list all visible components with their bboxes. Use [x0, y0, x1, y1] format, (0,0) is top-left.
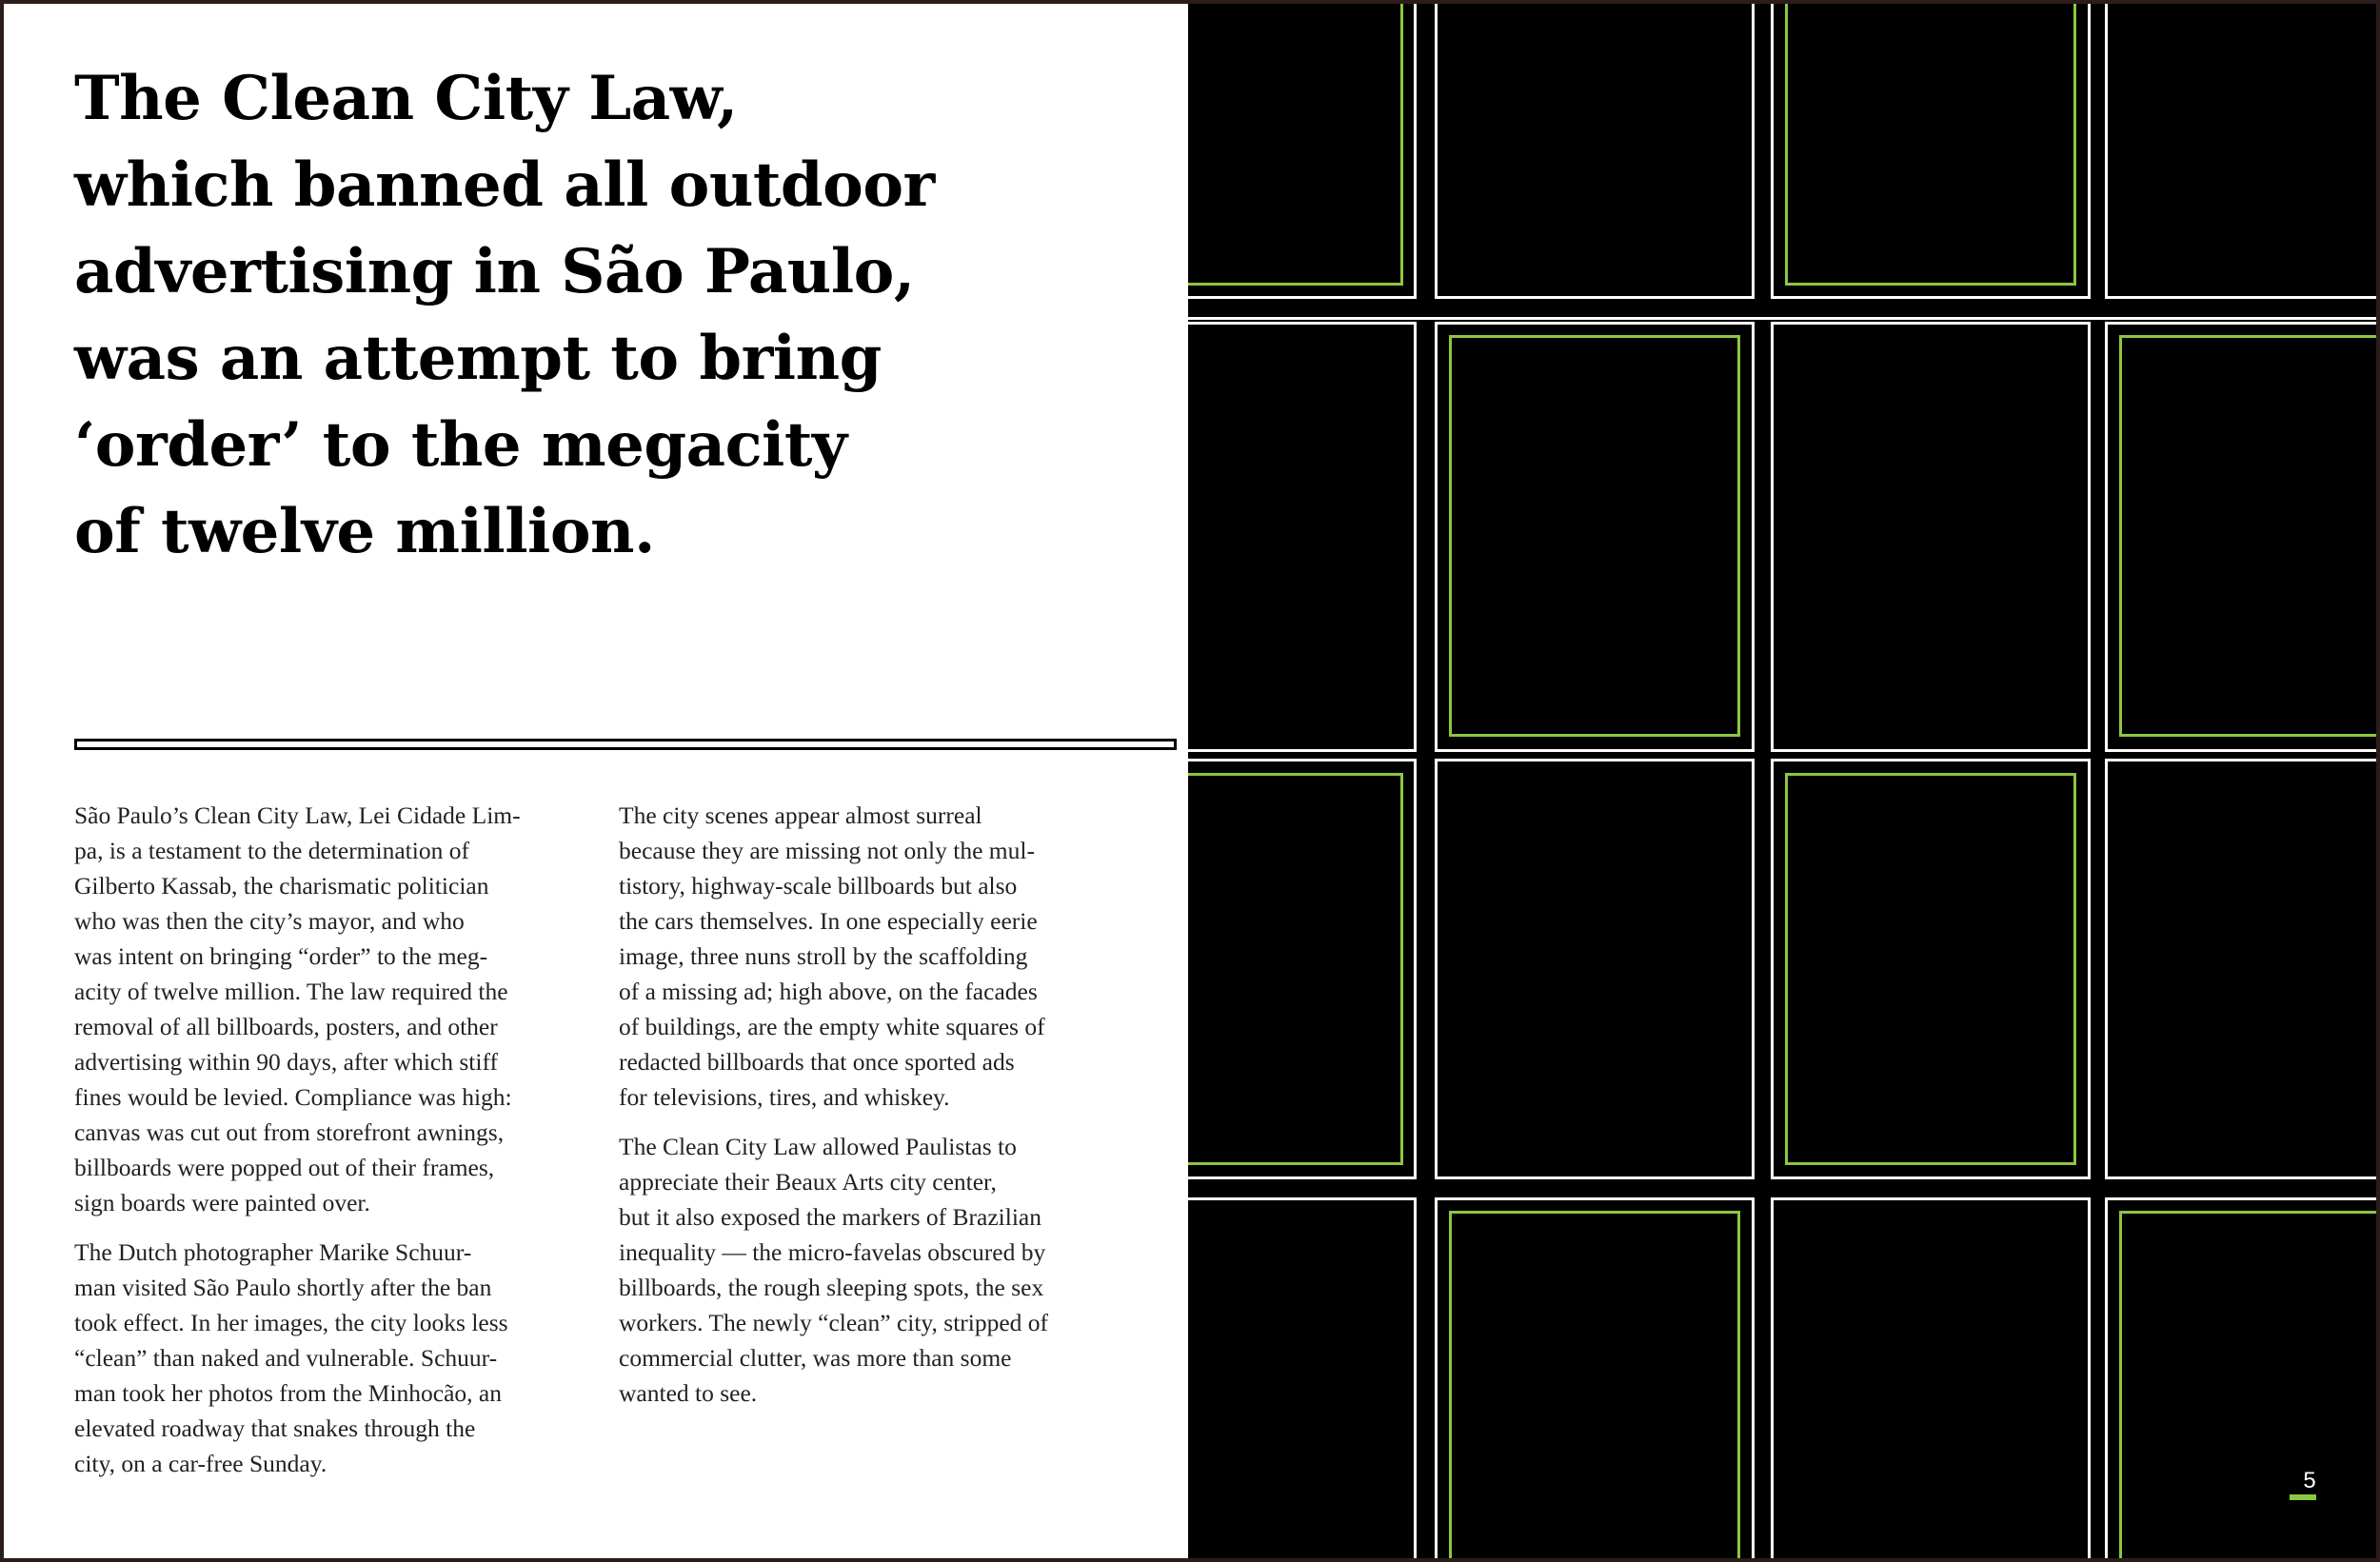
- text-line: redacted billboards that once sported ads: [619, 1048, 1015, 1076]
- billboard-frame-accent: [1449, 335, 1740, 737]
- text-line: for televisions, tires, and whiskey.: [619, 1083, 950, 1111]
- text-line: tistory, highway-scale billboards but also: [619, 872, 1018, 900]
- text-line: canvas was cut out from storefront awnings,: [74, 1118, 505, 1146]
- billboard-frame-accent: [1785, 4, 2076, 286]
- headline-line: of twelve million.: [74, 496, 655, 567]
- text-line: man took her photos from the Minhocão, an: [74, 1379, 502, 1407]
- billboard-frame: [1435, 759, 1755, 1179]
- text-line: fines would be levied. Compliance was high:: [74, 1083, 512, 1111]
- body-column-2: [619, 798, 1114, 1425]
- text-line: removal of all billboards, posters, and other: [74, 1013, 498, 1040]
- paragraph: [619, 1129, 1114, 1411]
- billboard-frame-accent: [1188, 4, 1403, 286]
- text-line: commercial clutter, was more than some: [619, 1344, 1012, 1372]
- headline-line: ‘order’ to the megacity: [74, 409, 847, 481]
- billboard-frame-accent: [1785, 773, 2076, 1165]
- text-line: advertising within 90 days, after which stiff: [74, 1048, 498, 1076]
- text-line: image, three nuns stroll by the scaffolding: [619, 942, 1028, 970]
- section-divider: [74, 739, 1177, 750]
- text-line: The city scenes appear almost surreal: [619, 801, 982, 829]
- billboard-frame: [1771, 1197, 2091, 1558]
- headline-line: The Clean City Law,: [74, 63, 738, 134]
- text-line: because they are missing not only the mul-: [619, 837, 1035, 864]
- billboard-frame: [1771, 322, 2091, 752]
- billboard-frame-accent: [1449, 1211, 1740, 1558]
- text-line: inequality — the micro-favelas obscured by: [619, 1238, 1046, 1266]
- text-line: appreciate their Beaux Arts city center,: [619, 1168, 997, 1196]
- text-line: of buildings, are the empty white squares of: [619, 1013, 1045, 1040]
- paragraph: [74, 1235, 569, 1481]
- text-line: acity of twelve million. The law required the: [74, 978, 508, 1005]
- text-line: elevated roadway that snakes through the: [74, 1414, 476, 1442]
- headline-line: was an attempt to bring: [74, 323, 882, 394]
- text-line: wanted to see.: [619, 1379, 758, 1407]
- text-line: billboards, the rough sleeping spots, the sex: [619, 1274, 1044, 1301]
- headline-line: advertising in São Paulo,: [74, 236, 915, 307]
- billboard-frame: [1435, 4, 1755, 299]
- text-line: Gilberto Kassab, the charismatic politician: [74, 872, 489, 900]
- text-line: took effect. In her images, the city looks less: [74, 1309, 508, 1336]
- billboard-frame: [2105, 4, 2376, 299]
- text-line: pa, is a testament to the determination of: [74, 837, 469, 864]
- headline: [74, 55, 1140, 575]
- paragraph: [619, 798, 1114, 1115]
- billboard-frame: [2105, 759, 2376, 1179]
- right-page-graphic: [1188, 4, 2376, 1558]
- page-number: 5: [2303, 1468, 2316, 1493]
- text-line: the cars themselves. In one especially eerie: [619, 907, 1038, 935]
- text-line: The Dutch photographer Marike Schuur-: [74, 1238, 472, 1266]
- text-line: billboards were popped out of their frames,: [74, 1154, 495, 1181]
- text-line: of a missing ad; high above, on the facades: [619, 978, 1038, 1005]
- billboard-frame-accent: [2119, 1211, 2376, 1558]
- billboard-frame: [1188, 1197, 1417, 1558]
- headline-line: which banned all outdoor: [74, 149, 935, 221]
- text-line: São Paulo’s Clean City Law, Lei Cidade Lim-: [74, 801, 521, 829]
- text-line: workers. The newly “clean” city, stripped of: [619, 1309, 1049, 1336]
- billboard-frame: [1188, 322, 1417, 752]
- text-line: city, on a car-free Sunday.: [74, 1450, 327, 1477]
- text-line: sign boards were painted over.: [74, 1189, 370, 1216]
- text-line: man visited São Paulo shortly after the ban: [74, 1274, 492, 1301]
- text-line: “clean” than naked and vulnerable. Schuur-: [74, 1344, 498, 1372]
- paragraph: [74, 798, 569, 1220]
- left-page: [4, 4, 1188, 1558]
- text-line: The Clean City Law allowed Paulistas to: [619, 1133, 1017, 1160]
- frame-rail: [1188, 317, 2376, 320]
- text-line: was intent on bringing “order” to the meg-: [74, 942, 488, 970]
- text-line: who was then the city’s mayor, and who: [74, 907, 465, 935]
- book-spread: [4, 4, 2376, 1558]
- billboard-frame-accent: [2119, 335, 2376, 737]
- billboard-frame-accent: [1188, 773, 1403, 1165]
- text-line: but it also exposed the markers of Brazilian: [619, 1203, 1041, 1231]
- body-column-1: [74, 798, 569, 1495]
- page-number-marker: [2290, 1494, 2316, 1500]
